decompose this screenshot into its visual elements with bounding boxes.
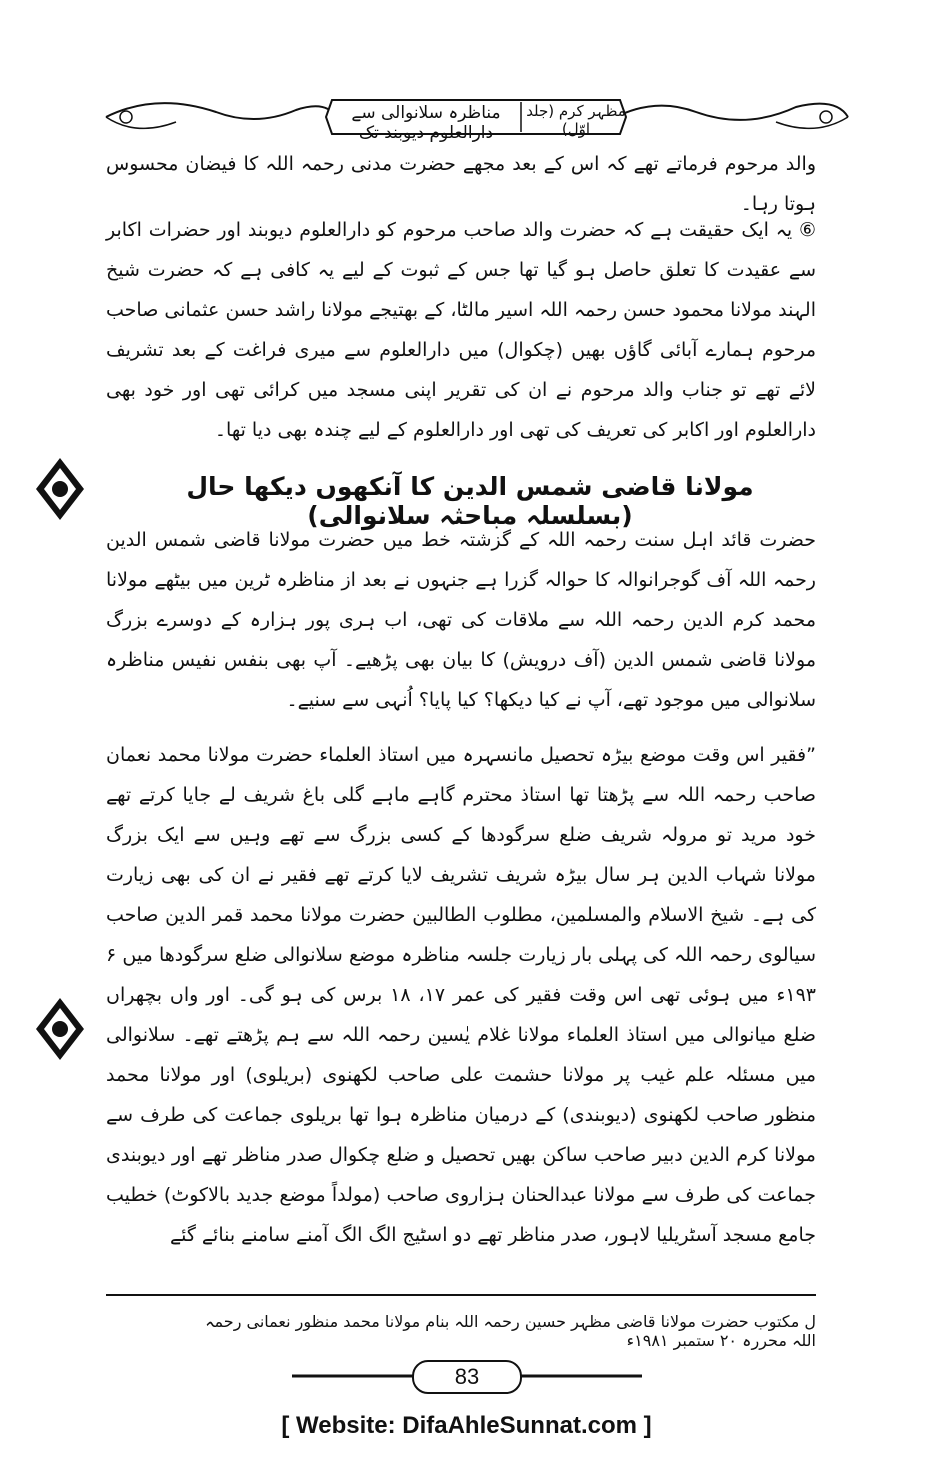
footnote: ل مکتوب حضرت مولانا قاضی مظہر حسین رحمہ اللہ بنام مولانا محمد منظور نعمانی رحمہ اللہ محررہ ۲۰ ستمبر ۱۹۸۱ء <box>205 1312 816 1350</box>
paragraph-1: والد مرحوم فرماتے تھے کہ اس کے بعد مجھے حضرت مدنی رحمہ اللہ کا فیضان محسوس ہوتا رہا۔ <box>106 153 816 215</box>
paragraph-2: ⑥ یہ ایک حقیقت ہے کہ حضرت والد صاحب مرحوم کو دارالعلوم دیوبند اور حضرات اکابر سے عقیدت کا تعلق حاصل ہو گیا تھا جس کے ثبوت کے لیے یہ کافی ہے کہ حضرت شیخ الہند مولانا محمود حسن رحمہ اللہ اسیر مالٹا، کے بھتیجے مولانا راشد حسن عثمانی صاحب مرحوم ہمارے آبائی گاؤں بھیں (چکوال) میں دارالعلوم سے میری فراغت کے بعد تشریف لائے تھے تو جناب والد مرحوم نے ان کی تقریر اپنی مسجد میں کرائی تھی اور خود بھی دارالعلوم اور اکابر کی تعریف کی تھی اور دارالعلوم کے لیے چندہ بھی دیا تھا۔ <box>106 219 816 441</box>
side-ornament-top-icon <box>32 456 88 522</box>
section-heading: مولانا قاضی شمس الدین کا آنکھوں دیکھا حال (بسلسلہ مباحثہ سلانوالی) <box>186 472 754 530</box>
side-ornament-bottom-icon <box>32 996 88 1062</box>
paragraph-4: ”فقیر اس وقت موضع بیڑہ تحصیل مانسہرہ میں استاذ العلماء حضرت مولانا محمد نعمان صاحب رحمہ اللہ سے پڑھتا تھا استاذ محترم گاہے ماہے گلی باغ شریف لے جایا کرتے تھے خود مرید تو مرولہ شریف ضلع سرگودھا کے کسی بزرگ سے تھے وہیں سے ایک بزرگ مولانا شہاب الدین ہر سال بیڑہ شریف تشریف لایا کرتے تھے فقیر نے ان کی بھی زیارت کی ہے۔ شیخ الاسلام والمسلمین، مطلوب الطالبین حضرت مولانا محمد قمر الدین صاحب سیالوی رحمہ اللہ کی پہلی بار زیارت جلسہ مناظرہ موضع سلانوالی ضلع سرگودھا میں ۶ ۱۹۳ء میں ہوئی تھی اس وقت فقیر کی عمر ۱۷، ۱۸ برس کی ہو گی۔ اور واں بچھراں ضلع میانوالی میں استاذ العلماء مولانا غلام یٰسین رحمہ اللہ سے ہم پڑھتے تھے۔ سلانوالی میں مسئلہ علم غیب پر مولانا حشمت علی صاحب لکھنوی (بریلوی) اور مولانا محمد منظور صاحب لکھنوی (دیوبندی) کے درمیان مناظرہ ہوا تھا بریلوی جماعت کی طرف سے مولانا کرم الدین دبیر صاحب ساکن بھیں تحصیل و ضلع چکوال صدر مناظر تھے اور دیوبندی جماعت کی طرف سے مولانا عبدالحنان ہزاروی صاحب (مولداً موضع جدید بالاکوٹ) خطیب جامع مسجد آسٹریلیا لاہور، صدر مناظر تھے دو اسٹیج الگ الگ آمنے سامنے بنائے گئے <box>106 744 817 1246</box>
footnote-rule <box>106 1294 816 1296</box>
page-header <box>96 92 856 142</box>
header-title: مناظرہ سلانوالی سے دارالعلوم دیوبند تک <box>351 103 501 143</box>
website-footer: [ Website: DifaAhleSunnat.com ] <box>281 1412 652 1439</box>
header-volume: مظہر کرم (جلد اوّل) <box>526 102 626 138</box>
page-number: 83 <box>412 1360 522 1394</box>
paragraph-3: حضرت قائد اہل سنت رحمہ اللہ کے گزشتہ خط میں حضرت مولانا قاضی شمس الدین رحمہ اللہ آف گوجرانوالہ کا حوالہ گزرا ہے جنہوں نے بعد از مناظرہ ٹرین میں بیٹھے مولانا محمد کرم الدین رحمہ اللہ سے ملاقات کی تھی، اب ہری پور ہزارہ کے دوسرے بزرگ مولانا قاضی شمس الدین (آف درویش) کا بیان بھی پڑھیے۔ آپ بھی بنفس نفیس مناظرہ سلانوالی میں موجود تھے، آپ نے کیا دیکھا؟ کیا پایا؟ اُنہی سے سنیے۔ <box>106 529 816 711</box>
